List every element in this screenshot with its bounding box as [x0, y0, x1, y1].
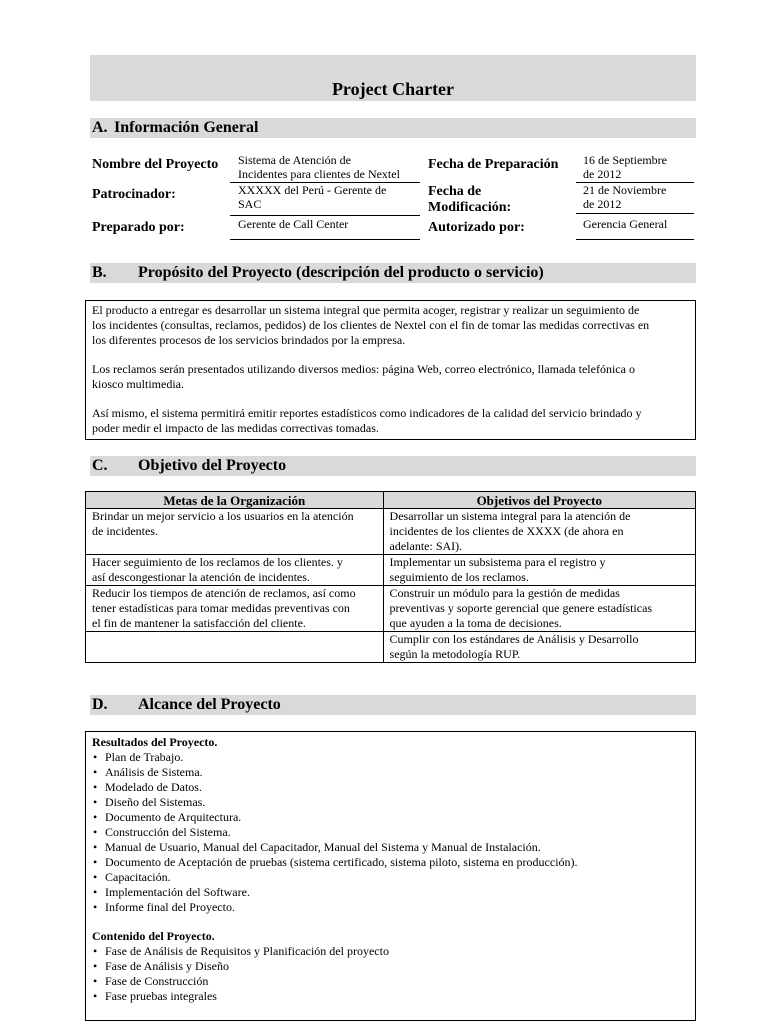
list-item-text: Plan de Trabajo. [105, 750, 184, 764]
section-letter: B. [92, 264, 107, 281]
resultados-heading: Resultados del Proyecto. [92, 735, 218, 749]
section-letter: D. [92, 696, 108, 713]
value-patrocinador-line1: XXXXX del Perú - Gerente de [238, 183, 387, 197]
section-title: Objetivo del Proyecto [138, 457, 287, 474]
text-line: el fin de mantener la satisfacción del cliente. [92, 616, 306, 630]
table-row [86, 555, 696, 586]
bullet-icon: • [93, 780, 98, 794]
contenido-heading: Contenido del Proyecto. [92, 929, 215, 943]
list-item [92, 825, 689, 840]
label-patrocinador: Patrocinador: [92, 187, 176, 202]
list-item [92, 765, 689, 780]
value-fecha-preparacion-line1: 16 de Septiembre [583, 153, 667, 167]
list-item [92, 870, 689, 885]
table-cell-meta [86, 586, 384, 632]
list-item-text: Fase de Análisis y Diseño [105, 959, 229, 973]
value-nombre-line1: Sistema de Atención de [238, 153, 351, 167]
text-line: Hacer seguimiento de los reclamos de los clientes. y [92, 555, 343, 569]
section-letter: C. [92, 457, 108, 474]
bullet-icon: • [93, 870, 98, 884]
divider [230, 239, 420, 240]
label-fecha-modificacion-line2: Modificación: [428, 200, 512, 215]
spacer [92, 915, 689, 929]
contenido-list [92, 944, 689, 1004]
text-line: Cumplir con los estándares de Análisis y Desarrollo [389, 632, 639, 646]
text-line: kiosco multimedia. [92, 377, 184, 391]
text-line: El producto a entregar es desarrollar un sistema integral que permita acoger, registrar y realizar un seguimiento de [92, 303, 640, 317]
list-item [92, 795, 689, 810]
text-line: los diferentes procesos de los servicios brindados por la empresa. [92, 333, 406, 347]
table-cell-objetivo [383, 586, 695, 632]
list-item-text: Modelado de Datos. [105, 780, 202, 794]
section-title: Información General [114, 119, 259, 136]
value-autorizado: Gerencia General [583, 217, 668, 231]
label-fecha-preparacion: Fecha de Preparación [428, 157, 559, 172]
label-autorizado-por: Autorizado por: [428, 220, 525, 235]
text-line: Brindar un mejor servicio a los usuarios en la atención [92, 509, 354, 523]
value-fecha-modificacion-line2: de 2012 [583, 197, 622, 211]
bullet-icon: • [93, 840, 98, 854]
bullet-icon: • [93, 855, 98, 869]
list-item [92, 855, 689, 870]
text-line: que ayuden a la toma de decisiones. [389, 616, 562, 630]
bullet-icon: • [93, 974, 98, 988]
purpose-paragraph [92, 362, 689, 392]
title-bar [90, 55, 696, 101]
list-item [92, 989, 689, 1004]
purpose-paragraph [92, 303, 689, 348]
list-item [92, 974, 689, 989]
text-line: incidentes de los clientes de XXXX (de ahora en [389, 524, 624, 538]
list-item-text: Capacitación. [105, 870, 171, 884]
label-preparado-por: Preparado por: [92, 220, 185, 235]
column-header-metas: Metas de la Organización [86, 492, 384, 509]
list-item [92, 780, 689, 795]
text-line: poder medir el impacto de las medidas correctivas tomadas. [92, 421, 379, 435]
column-header-objetivos: Objetivos del Proyecto [383, 492, 695, 509]
purpose-box [85, 300, 696, 440]
bullet-icon: • [93, 765, 98, 779]
bullet-icon: • [93, 810, 98, 824]
table-cell-meta [86, 509, 384, 555]
table-cell-objetivo [383, 632, 695, 663]
section-a-header [90, 118, 696, 138]
resultados-list [92, 750, 689, 915]
list-item-text: Fase pruebas integrales [105, 989, 217, 1003]
list-item [92, 885, 689, 900]
table-cell-meta [86, 632, 384, 663]
list-item-text: Implementación del Software. [105, 885, 250, 899]
section-b-header [90, 263, 696, 283]
value-fecha-preparacion-line2: de 2012 [583, 167, 622, 181]
table-cell-objetivo [383, 555, 695, 586]
section-c-header [90, 456, 696, 476]
label-nombre-proyecto: Nombre del Proyecto [92, 157, 219, 172]
table-row [86, 632, 696, 663]
list-item-text: Fase de Construcción [105, 974, 209, 988]
bullet-icon: • [93, 900, 98, 914]
list-item [92, 750, 689, 765]
list-item [92, 900, 689, 915]
value-nombre-line2: Incidentes para clientes de Nextel [238, 167, 400, 181]
value-preparado: Gerente de Call Center [238, 217, 349, 231]
text-line: Desarrollar un sistema integral para la atención de [389, 509, 631, 523]
text-line: seguimiento de los reclamos. [389, 570, 529, 584]
list-item-text: Fase de Análisis de Requisitos y Planificación del proyecto [105, 944, 389, 958]
text-line: preventivas y soporte gerencial que genere estadísticas [389, 601, 653, 615]
purpose-paragraph [92, 406, 689, 436]
section-title: Propósito del Proyecto (descripción del producto o servicio) [138, 264, 544, 281]
objectives-table [85, 491, 696, 663]
list-item [92, 810, 689, 825]
scope-box [85, 731, 696, 1021]
bullet-icon: • [93, 959, 98, 973]
text-line: Implementar un subsistema para el registro y [389, 555, 606, 569]
list-item-text: Diseño del Sistemas. [105, 795, 206, 809]
list-item [92, 840, 689, 855]
table-cell-meta [86, 555, 384, 586]
list-item [92, 959, 689, 974]
section-letter: A. [92, 119, 108, 136]
list-item-text: Manual de Usuario, Manual del Capacitador, Manual del Sistema y Manual de Instalación. [105, 840, 541, 854]
document-title: Project Charter [331, 79, 455, 99]
bullet-icon: • [93, 989, 98, 1003]
list-item-text: Documento de Aceptación de pruebas (sistema certificado, sistema piloto, sistema en producción). [105, 855, 578, 869]
text-line: así descongestionar la atención de incidentes. [92, 570, 310, 584]
section-title: Alcance del Proyecto [138, 696, 281, 713]
value-fecha-modificacion-line1: 21 de Noviembre [583, 183, 667, 197]
text-line: tener estadísticas para tomar medidas preventivas con [92, 601, 350, 615]
bullet-icon: • [93, 795, 98, 809]
label-fecha-modificacion-line1: Fecha de [428, 184, 482, 199]
text-line: los incidentes (consultas, reclamos, pedidos) de los clientes de Nextel con el fin de tomar las medidas correctivas en [92, 318, 650, 332]
section-d-header [90, 695, 696, 715]
bullet-icon: • [93, 825, 98, 839]
text-line: Reducir los tiempos de atención de reclamos, así como [92, 586, 356, 600]
text-line: según la metodología RUP. [389, 647, 521, 661]
bullet-icon: • [93, 885, 98, 899]
table-header-row [86, 492, 696, 509]
text-line: Los reclamos serán presentados utilizando diversos medios: página Web, correo electrónico, llamada telefónica o [92, 362, 635, 376]
divider [576, 239, 694, 240]
text-line: adelante: SAI). [389, 539, 463, 553]
divider [230, 215, 420, 216]
table-cell-objetivo [383, 509, 695, 555]
list-item [92, 944, 689, 959]
divider [576, 213, 694, 214]
list-item-text: Documento de Arquitectura. [105, 810, 242, 824]
list-item-text: Informe final del Proyecto. [105, 900, 235, 914]
table-row [86, 509, 696, 555]
list-item-text: Construcción del Sistema. [105, 825, 231, 839]
table-row [86, 586, 696, 632]
text-line: Así mismo, el sistema permitirá emitir reportes estadísticos como indicadores de la calidad del servicio brindado y [92, 406, 642, 420]
text-line: de incidentes. [92, 524, 158, 538]
bullet-icon: • [93, 750, 98, 764]
value-patrocinador-line2: SAC [238, 197, 262, 211]
bullet-icon: • [93, 944, 98, 958]
list-item-text: Análisis de Sistema. [105, 765, 203, 779]
text-line: Construir un módulo para la gestión de medidas [389, 586, 620, 600]
